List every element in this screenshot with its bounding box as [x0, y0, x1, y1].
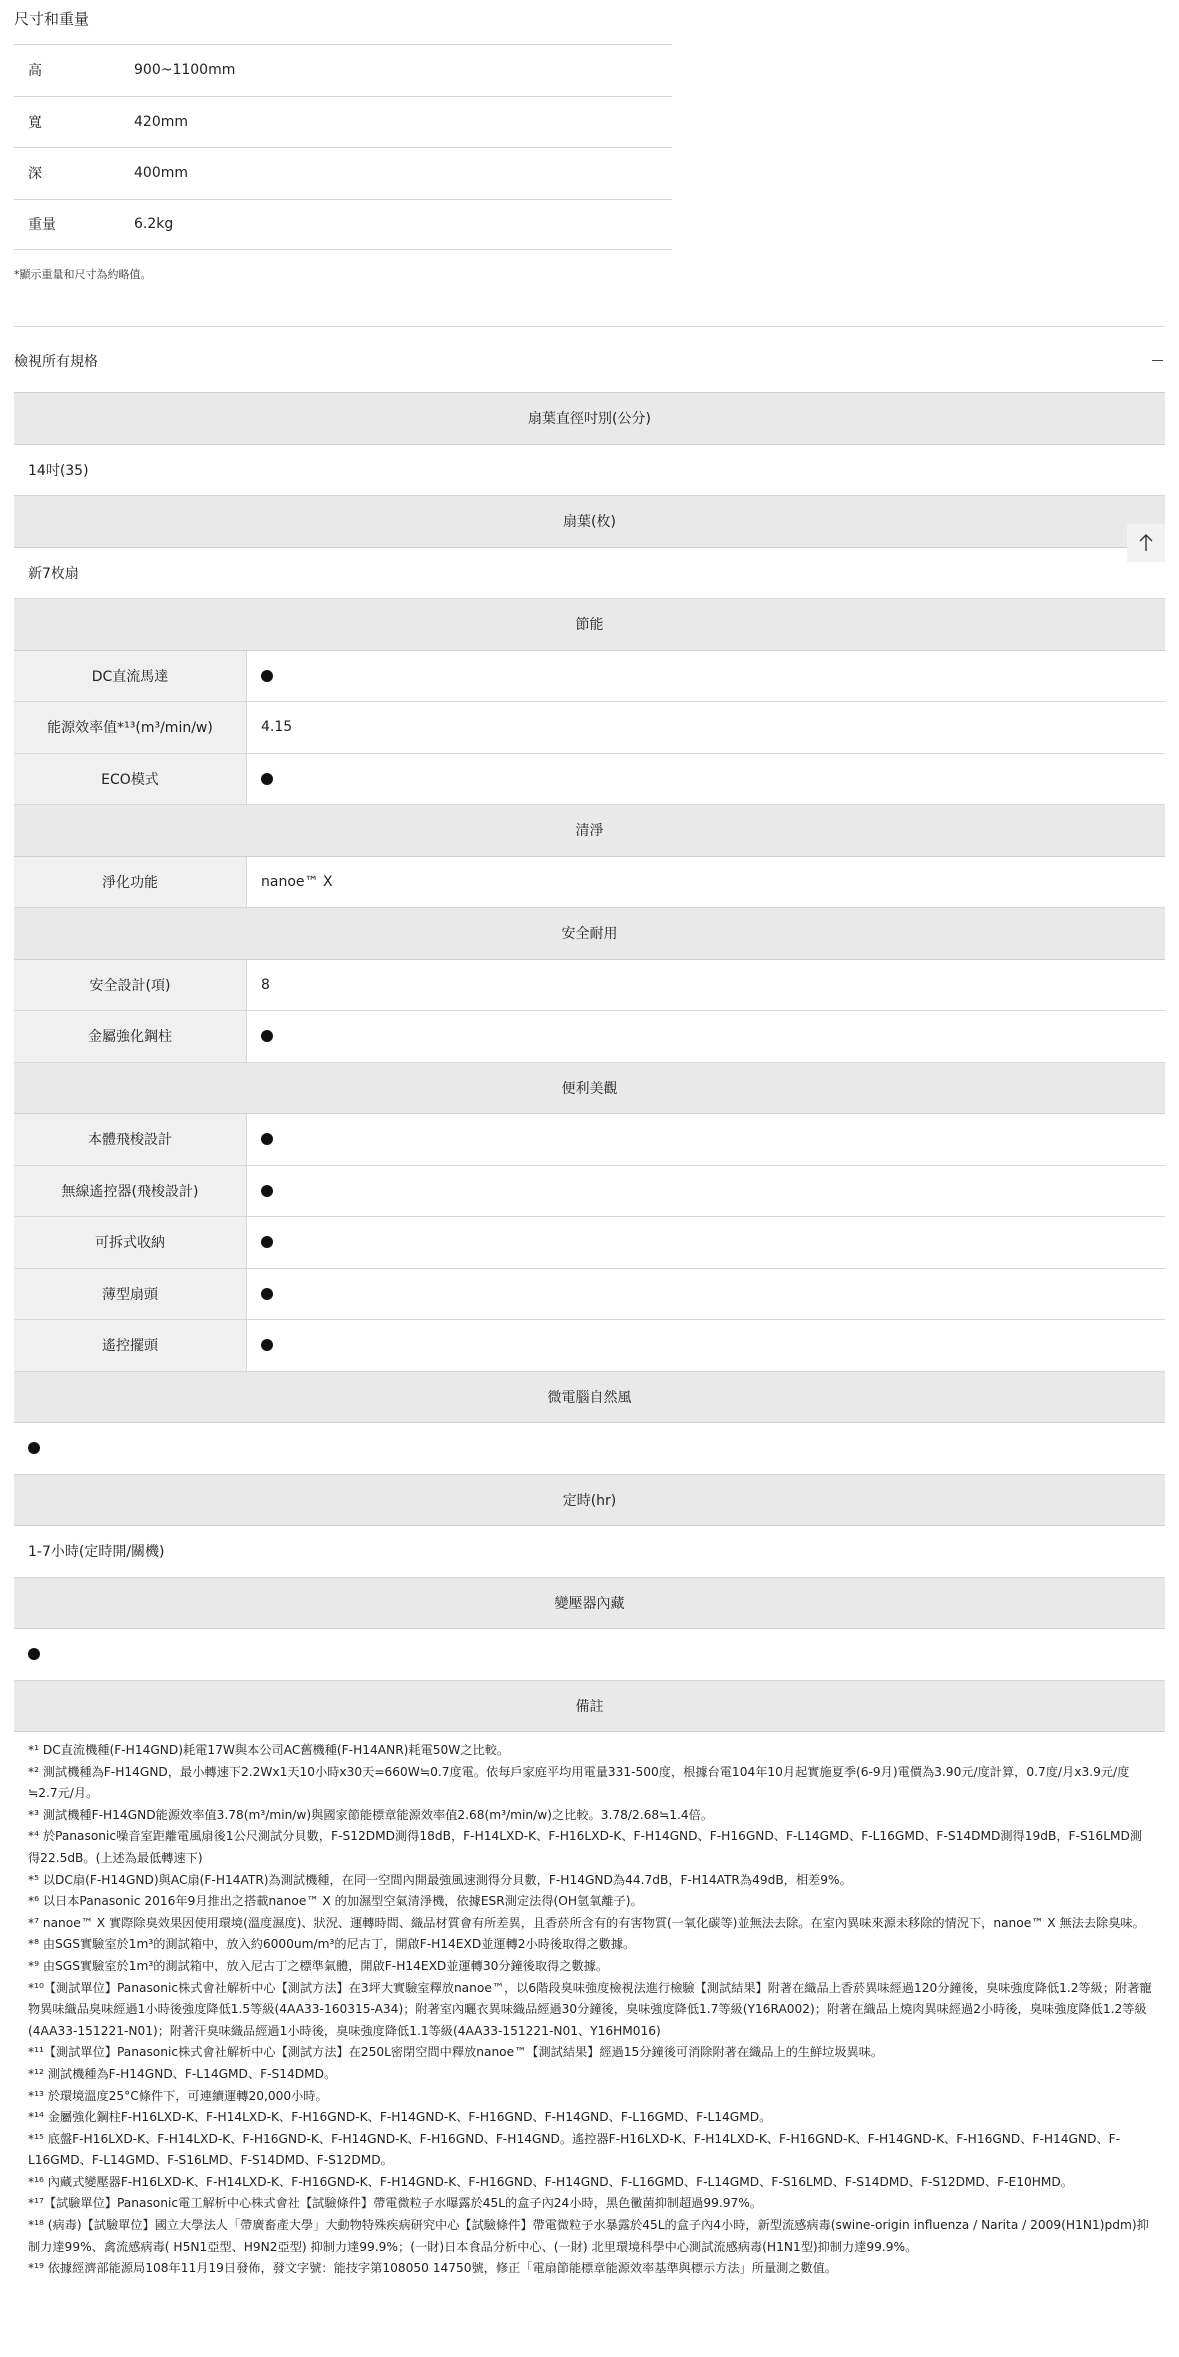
spec-value — [247, 1269, 1165, 1320]
footnote: *¹⁷【試驗單位】Panasonic電工解析中心株式會社【試驗條件】帶電微粒子水曝露於45L的盒子內24小時，黑色黴菌抑制超過99.97%。 — [28, 2196, 763, 2211]
footnote: *¹⁶ 內藏式變壓器F-H16LXD-K、F-H14LXD-K、F-H16GND-K、F-H14GND-K、F-H16GND、F-H14GND、F-L16GMD、F-L14GMD、F-S16LMD、F-S14DMD、F-S12DMD、F-E10HMD。 — [28, 2174, 1073, 2189]
feature-dot-icon — [261, 1288, 273, 1300]
feature-dot-icon — [261, 773, 273, 785]
spec-label: 金屬強化鋼柱 — [14, 1011, 247, 1062]
footnote: *¹⁴ 金屬強化鋼柱F-H16LXD-K、F-H14LXD-K、F-H16GND-K、F-H14GND-K、F-H16GND、F-H14GND、F-L16GMD、F-L14GMD。 — [28, 2110, 772, 2125]
spec-category-header: 變壓器內藏 — [14, 1578, 1165, 1630]
spec-row — [14, 960, 1165, 1012]
size-row-width — [14, 96, 672, 148]
footnote: *² 測試機種為F-H14GND，最小轉速下2.2Wx1天10小時x30天=660W≒0.7度電。依每戶家庭平均用電量331-500度，根據台電104年10月起實施夏季(6-9月)電價為3.90元/度計算，0.7度/月x3.9元/度≒2.7元/月。 — [28, 1764, 1130, 1801]
spec-value: 4.15 — [247, 702, 1165, 753]
feature-dot-icon — [28, 1442, 40, 1454]
spec-row — [14, 1166, 1165, 1218]
footnote: *⁹ 由SGS實驗室於1m³的測試箱中，放入尼古丁之標準氣體，開啟F-H14EXD並運轉30分鐘後取得之數據。 — [28, 1958, 609, 1973]
spec-category-header: 清淨 — [14, 805, 1165, 857]
footnote: *¹⁵ 底盤F-H16LXD-K、F-H14LXD-K、F-H16GND-K、F-H14GND-K、F-H16GND、F-H14GND。遙控器F-H16LXD-K、F-H14LXD-K、F-H16GND-K、F-H14GND-K、F-H16GND、F-H14GND、F-L16GMD、F-L14GMD、F-S16LMD、F-S14DMD、F-S12DMD。 — [28, 2131, 1121, 2168]
spec-category-header: 便利美觀 — [14, 1063, 1165, 1115]
spec-category-header: 節能 — [14, 599, 1165, 651]
spec-category-header: 定時(hr) — [14, 1475, 1165, 1527]
view-all-specs-label: 檢視所有規格 — [14, 353, 98, 370]
spec-row — [14, 1114, 1165, 1166]
spec-row — [14, 1269, 1165, 1321]
spec-value — [247, 1011, 1165, 1062]
spec-value — [247, 1320, 1165, 1371]
size-label: 重量 — [28, 217, 56, 234]
feature-dot-icon — [261, 1339, 273, 1351]
footnote: *⁸ 由SGS實驗室於1m³的測試箱中，放入約6000um/m³的尼古丁，開啟F-H14EXD並運轉2小時後取得之數據。 — [28, 1937, 636, 1952]
spec-value — [247, 754, 1165, 805]
size-weight-table — [14, 44, 672, 250]
spec-value: 8 — [247, 960, 1165, 1011]
spec-value — [247, 1114, 1165, 1165]
footnote: *¹³ 於環境溫度25°C條件下，可連續運轉20,000小時。 — [28, 2088, 328, 2103]
scroll-to-top-button[interactable] — [1127, 524, 1165, 562]
footnote: *⁵ 以DC扇(F-H14GND)與AC扇(F-H14ATR)為測試機種，在同一空間內開最強風速測得分貝數，F-H14GND為44.7dB，F-H14ATR為49dB，相差9%。 — [28, 1872, 852, 1887]
feature-dot-icon — [261, 1133, 273, 1145]
size-value: 6.2kg — [134, 216, 174, 233]
footnote: *¹⁸ (病毒)【試驗單位】國立大學法人「帶廣畜產大學」大動物特殊疾病研究中心【試驗條件】帶電微粒子水暴露於45L的盒子內4小時，新型流感病毒(swine-origin influenza / Narita / 2009(H1N1)pdm)抑制力達99%、禽流感病毒( H5N1亞型、H9N2亞型) 抑制力達99.9%；(一財)日本食品分析中心、(一財) 北里環境科學中心測試流感病毒(H1N1型)抑制力達99.9%。 — [28, 2218, 1149, 2254]
spec-value: 14吋(35) — [14, 445, 1165, 497]
feature-dot-icon — [28, 1648, 40, 1660]
spec-row — [14, 857, 1165, 909]
size-weight-title: 尺寸和重量 — [14, 10, 90, 28]
size-label: 高 — [28, 63, 42, 80]
spec-category-header: 安全耐用 — [14, 908, 1165, 960]
spec-row — [14, 651, 1165, 703]
size-weight-note: *顯示重量和尺寸為約略值。 — [14, 268, 152, 281]
spec-row — [14, 1217, 1165, 1269]
footnote: *⁴ 於Panasonic噪音室距離電風扇後1公尺測試分貝數，F-S12DMD測得18dB，F-H14LXD-K、F-H16LXD-K、F-H14GND、F-H16GND、F-L14GMD、F-L16GMD、F-S14DMD測得19dB，F-S16LMD測得22.5dB。(上述為最低轉速下) — [28, 1829, 1143, 1865]
size-label: 深 — [28, 166, 42, 183]
spec-label: 安全設計(項) — [14, 960, 247, 1011]
spec-label: 遙控擺頭 — [14, 1320, 247, 1371]
footnote: *¹⁹ 依據經濟部能源局108年11月19日發佈，發文字號：能技字第108050 14750號，修正「電扇節能標章能源效率基準與標示方法」所量測之數值。 — [28, 2261, 838, 2276]
spec-value — [247, 651, 1165, 702]
spec-label: DC直流馬達 — [14, 651, 247, 702]
spec-label: 淨化功能 — [14, 857, 247, 908]
footnote: *¹² 測試機種為F-H14GND、F-L14GMD、F-S14DMD。 — [28, 2066, 337, 2081]
spec-label: 本體飛梭設計 — [14, 1114, 247, 1165]
spec-value: nanoe™ X — [247, 857, 1165, 908]
spec-label: 薄型扇頭 — [14, 1269, 247, 1320]
view-all-specs-toggle[interactable] — [14, 326, 1165, 394]
spec-table — [14, 392, 1165, 1732]
feature-dot-icon — [261, 1236, 273, 1248]
size-row-depth — [14, 147, 672, 199]
spec-value — [247, 1166, 1165, 1217]
spec-label: 能源效率值*¹³(m³/min/w) — [14, 702, 247, 753]
arrow-up-icon — [1138, 534, 1154, 552]
spec-value — [247, 1217, 1165, 1268]
size-value: 900~1100mm — [134, 62, 236, 79]
footnotes — [28, 1740, 1153, 2280]
spec-row — [14, 1011, 1165, 1063]
spec-value — [14, 1629, 1165, 1681]
spec-value: 新7枚扇 — [14, 548, 1165, 600]
footnote: *¹¹【測試單位】Panasonic株式會社解析中心【測試方法】在250L密閉空間中釋放nanoe™【測試結果】經過15分鐘後可消除附著在織品上的生鮮垃圾異味。 — [28, 2045, 884, 2060]
spec-category-header: 扇葉(枚) — [14, 496, 1165, 548]
spec-row — [14, 702, 1165, 754]
size-value: 400mm — [134, 165, 188, 182]
size-label: 寬 — [28, 114, 42, 131]
spec-row — [14, 1320, 1165, 1372]
spec-category-header: 微電腦自然風 — [14, 1372, 1165, 1424]
size-row-weight — [14, 199, 672, 251]
spec-row — [14, 754, 1165, 806]
footnote: *³ 測試機種F-H14GND能源效率值3.78(m³/min/w)與國家節能標章能源效率值2.68(m³/min/w)之比較。3.78/2.68≒1.4倍。 — [28, 1807, 714, 1822]
footnote: *⁶ 以日本Panasonic 2016年9月推出之搭載nanoe™ X 的加濕型空氣清淨機，依據ESR測定法得(OH氫氧離子)。 — [28, 1894, 643, 1909]
spec-label: 無線遙控器(飛梭設計) — [14, 1166, 247, 1217]
feature-dot-icon — [261, 1185, 273, 1197]
size-value: 420mm — [134, 113, 188, 130]
feature-dot-icon — [261, 670, 273, 682]
size-row-height — [14, 44, 672, 96]
spec-label: 可拆式收納 — [14, 1217, 247, 1268]
footnote: *¹⁰【測試單位】Panasonic株式會社解析中心【測試方法】在3坪大實驗室釋放nanoe™，以6階段臭味強度檢視法進行檢驗【測試結果】附著在織品上香菸異味經過120分鐘後，臭味強度降低1.2等級；附著寵物異味織品臭味經過1小時後強度降低1.5等級(4AA33-160315-A34)；附著室內曬衣異味織品經過30分鐘後，臭味強度降低1.7等級(Y16RA002)；附著在織品上燒肉異味經過2小時後，臭味強度降低1.2等級(4AA33-151221-N01)；附著汗臭味織品經過1小時後，臭味強度降低1.1等級(4AA33-151221-N01、Y16HM016) — [28, 1980, 1152, 2038]
footnote: *⁷ nanoe™ X 實際除臭效果因使用環境(溫度濕度)、狀況、運轉時間、織品材質會有所差異，且香菸所含有的有害物質(一氧化碳等)並無法去除。在室內異味來源未移除的情況下，nanoe™ X 無法去除臭味。 — [28, 1915, 1145, 1930]
footnote: *¹ DC直流機種(F-H14GND)耗電17W與本公司AC舊機種(F-H14ANR)耗電50W之比較。 — [28, 1743, 510, 1757]
spec-value — [14, 1423, 1165, 1475]
feature-dot-icon — [261, 1030, 273, 1042]
collapse-minus-icon[interactable] — [1152, 360, 1163, 361]
spec-category-header: 備註 — [14, 1681, 1165, 1733]
spec-value: 1-7小時(定時開/關機) — [14, 1526, 1165, 1578]
spec-label: ECO模式 — [14, 754, 247, 805]
spec-category-header: 扇葉直徑吋別(公分) — [14, 393, 1165, 445]
